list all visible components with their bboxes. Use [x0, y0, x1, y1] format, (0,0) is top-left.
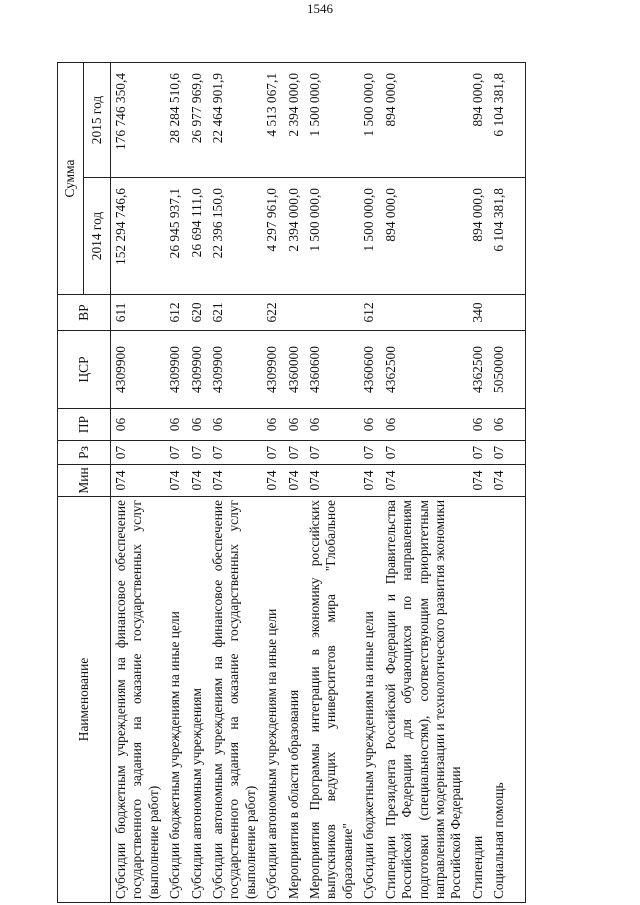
row-sum-2015: 1 500 000,0 — [359, 62, 380, 177]
row-name: Субсидии автономным учреждениям на финансовое обеспечение государственного задания на оказание государственных услуг (выполнение работ) — [208, 497, 262, 903]
table-row — [187, 62, 208, 902]
row-csr: 5050000 — [489, 331, 510, 409]
row-name: Субсидии бюджетным учреждениям на финансовое обеспечение государственного задания на оказание государственных услуг (выполнение работ) — [111, 497, 166, 903]
row-vr: 612 — [165, 295, 186, 331]
row-csr: 4360600 — [359, 331, 380, 409]
row-rz: 07 — [468, 441, 489, 465]
row-pr: 06 — [262, 409, 283, 441]
row-csr: 4362500 — [468, 331, 489, 409]
row-vr — [489, 295, 510, 331]
header-rz: Рз — [58, 441, 111, 465]
header-pr: ПР — [58, 409, 111, 441]
row-csr: 4360000 — [284, 331, 305, 409]
row-pr: 06 — [208, 409, 262, 441]
row-pr: 06 — [489, 409, 510, 441]
table-row — [359, 62, 380, 902]
header-year-2014: 2014 год — [83, 178, 110, 295]
row-pr: 06 — [187, 409, 208, 441]
row-sum-2015: 2 394 000,0 — [284, 62, 305, 177]
row-csr: 4309900 — [262, 331, 283, 409]
row-sum-2014: 26 694 111,0 — [187, 178, 208, 295]
table-header — [58, 62, 111, 902]
row-sum-2015: 6 104 381,8 — [489, 62, 510, 177]
row-sum-2014: 6 104 381,8 — [489, 178, 510, 295]
row-rz: 07 — [262, 441, 283, 465]
row-sum-2015: 28 284 510,6 — [165, 62, 186, 177]
table-row — [262, 62, 283, 902]
header-min: Мин — [58, 465, 111, 497]
row-sum-2014: 894 000,0 — [468, 178, 489, 295]
table-row — [165, 62, 186, 902]
row-sum-2014: 1 500 000,0 — [359, 178, 380, 295]
row-sum-2014: 152 294 746,6 — [111, 178, 166, 295]
row-min: 074 — [111, 465, 166, 497]
header-year-2015: 2015 год — [83, 62, 110, 177]
table-row — [468, 62, 489, 902]
table-row — [305, 62, 359, 902]
table-row — [208, 62, 262, 902]
row-rz: 07 — [187, 441, 208, 465]
header-name: Наименование — [58, 497, 111, 903]
row-name: Стипендии Президента Российской Федерации и Правительства Российской Федерации для обучающихся по направлениям подготовки (специальностям), соответствующим приоритетным направлениям модернизации и технологического развития экономики Российской Федерации — [381, 497, 468, 903]
row-rz: 07 — [489, 441, 510, 465]
table-row — [284, 62, 305, 902]
row-min: 074 — [165, 465, 186, 497]
row-min: 074 — [284, 465, 305, 497]
row-name: Субсидии бюджетным учреждениям на иные цели — [165, 497, 186, 903]
row-sum-2014: 4 297 961,0 — [262, 178, 283, 295]
row-pr: 06 — [111, 409, 166, 441]
row-min: 074 — [468, 465, 489, 497]
row-vr: 622 — [262, 295, 283, 331]
row-vr — [381, 295, 468, 331]
row-rz: 07 — [208, 441, 262, 465]
row-sum-2015: 26 977 969,0 — [187, 62, 208, 177]
row-sum-2014: 2 394 000,0 — [284, 178, 305, 295]
row-vr: 621 — [208, 295, 262, 331]
row-min: 074 — [262, 465, 283, 497]
row-vr — [305, 295, 359, 331]
row-sum-2015: 894 000,0 — [468, 62, 489, 177]
row-csr: 4360600 — [305, 331, 359, 409]
row-name: Субсидии автономным учреждениям на иные цели — [262, 497, 283, 903]
row-sum-2014: 26 945 937,1 — [165, 178, 186, 295]
table-body — [111, 62, 526, 902]
row-rz: 07 — [284, 441, 305, 465]
row-pr: 06 — [305, 409, 359, 441]
row-vr: 612 — [359, 295, 380, 331]
row-pr: 06 — [381, 409, 468, 441]
row-pr: 06 — [165, 409, 186, 441]
row-csr: 4309900 — [187, 331, 208, 409]
row-name: Социальная помощь — [489, 497, 510, 903]
row-sum-2014: 22 396 150,0 — [208, 178, 262, 295]
row-csr: 4309900 — [111, 331, 166, 409]
budget-table — [57, 62, 526, 903]
row-vr — [284, 295, 305, 331]
row-vr: 620 — [187, 295, 208, 331]
row-rz: 07 — [111, 441, 166, 465]
row-sum-2015: 4 513 067,1 — [262, 62, 283, 177]
row-name: Стипендии — [468, 497, 489, 903]
row-rz: 07 — [165, 441, 186, 465]
row-name: Мероприятия Программы интеграции в экономику российских выпускников ведущих университетов мира "Глобальное образование" — [305, 497, 359, 903]
row-min: 074 — [359, 465, 380, 497]
row-csr: 4309900 — [208, 331, 262, 409]
row-sum-2015: 894 000,0 — [381, 62, 468, 177]
row-rz: 07 — [381, 441, 468, 465]
table-row — [111, 62, 166, 902]
row-rz: 07 — [359, 441, 380, 465]
header-sum: Сумма — [58, 62, 84, 294]
row-vr: 611 — [111, 295, 166, 331]
row-name: Мероприятия в области образования — [284, 497, 305, 903]
page-number: 1546 — [307, 1, 333, 16]
budget-table-rotated — [57, 63, 632, 903]
table-bottom-padding — [511, 62, 526, 902]
row-vr: 340 — [468, 295, 489, 331]
row-min: 074 — [208, 465, 262, 497]
row-csr: 4362500 — [381, 331, 468, 409]
header-vr: ВР — [58, 295, 111, 331]
header-csr: ЦСР — [58, 331, 111, 409]
row-csr: 4309900 — [165, 331, 186, 409]
row-pr: 06 — [284, 409, 305, 441]
row-sum-2015: 1 500 000,0 — [305, 62, 359, 177]
row-min: 074 — [305, 465, 359, 497]
row-name: Субсидии бюджетным учреждениям на иные цели — [359, 497, 380, 903]
row-sum-2014: 1 500 000,0 — [305, 178, 359, 295]
row-name: Субсидии автономным учреждениям — [187, 497, 208, 903]
table-row — [489, 62, 510, 902]
row-sum-2015: 176 746 350,4 — [111, 62, 166, 177]
row-min: 074 — [381, 465, 468, 497]
row-pr: 06 — [359, 409, 380, 441]
row-sum-2014: 894 000,0 — [381, 178, 468, 295]
row-sum-2015: 22 464 901,9 — [208, 62, 262, 177]
row-min: 074 — [187, 465, 208, 497]
row-rz: 07 — [305, 441, 359, 465]
row-pr: 06 — [468, 409, 489, 441]
row-min: 074 — [489, 465, 510, 497]
table-row — [381, 62, 468, 902]
